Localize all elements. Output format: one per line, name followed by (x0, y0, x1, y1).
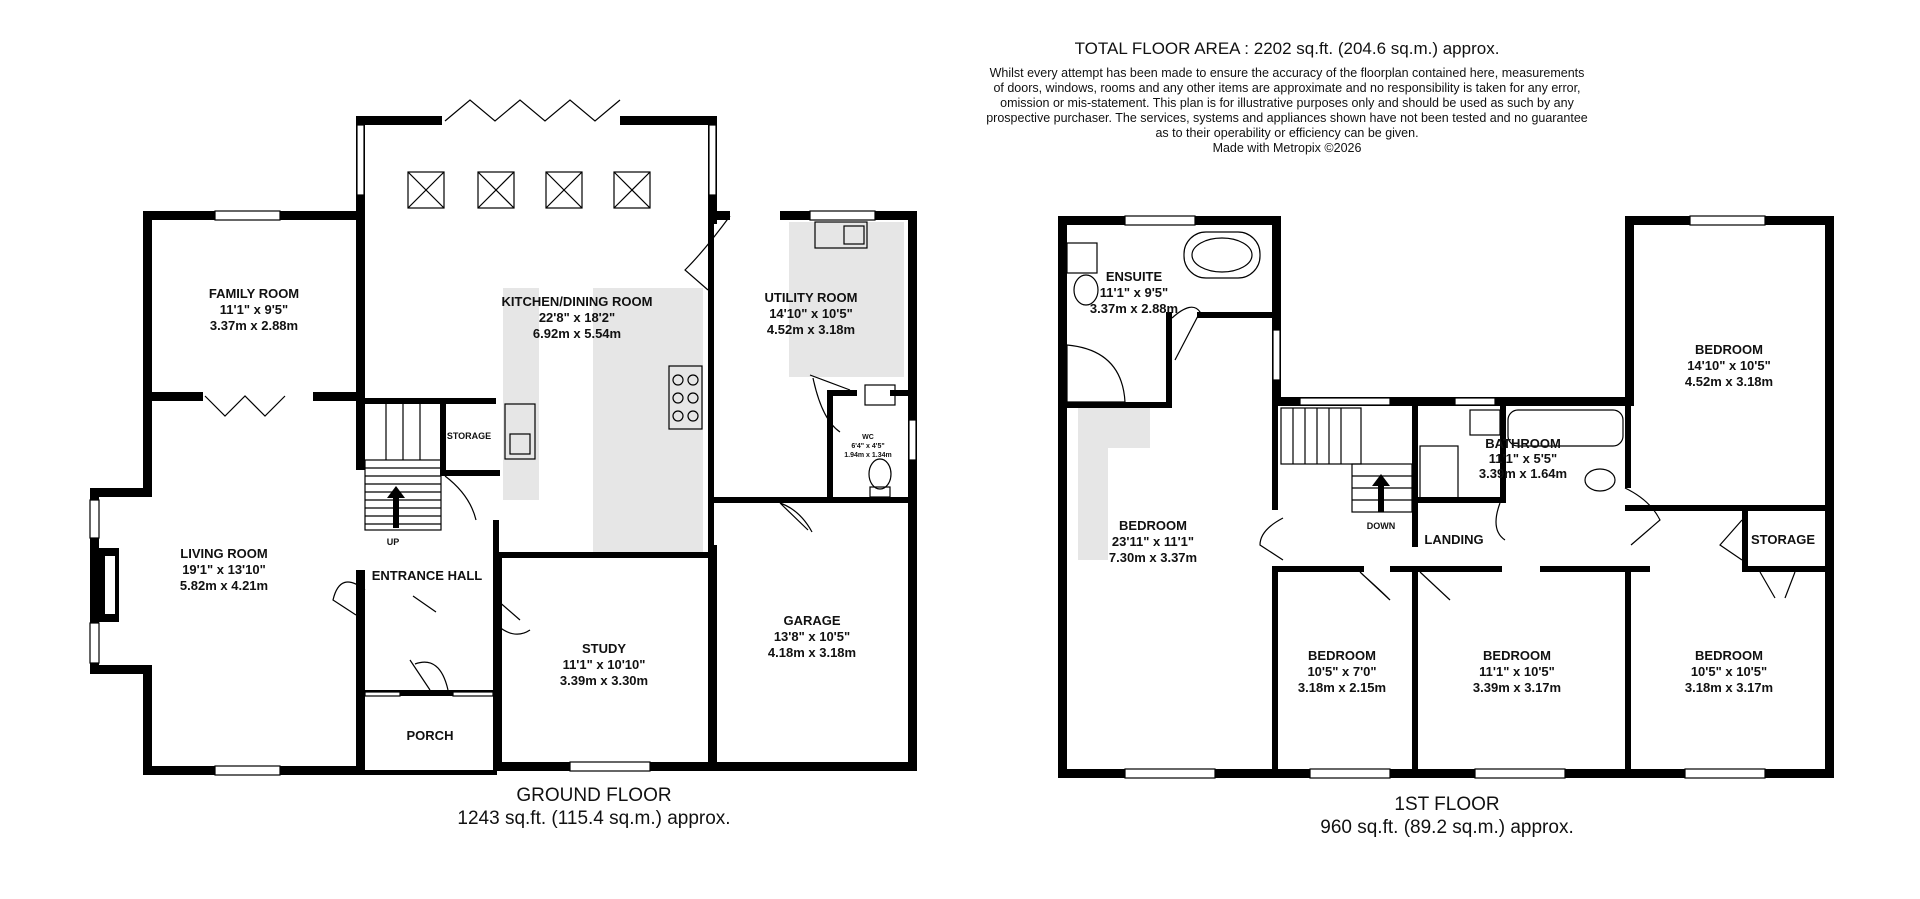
main-bedroom-name: BEDROOM (1119, 518, 1187, 533)
living-room-imperial: 19'1" x 13'10" (182, 562, 266, 577)
bedroom-s1-name: BEDROOM (1308, 648, 1376, 663)
header (986, 39, 1588, 155)
main-bedroom-metric: 7.30m x 3.37m (1108, 550, 1198, 565)
garage-imperial: 13'8" x 10'5" (773, 629, 851, 644)
porch-label: PORCH (406, 728, 454, 743)
kitchen-name: KITCHEN/DINING ROOM (501, 294, 653, 309)
disclaimer-line: as to their operability or efficiency can be given. (1155, 126, 1419, 140)
storage-label: STORAGE (446, 431, 492, 441)
family-room-name: FAMILY ROOM (208, 286, 300, 301)
utility-room-name: UTILITY ROOM (764, 290, 858, 305)
bedroom-s2-imperial: 11'1" x 10'5" (1479, 664, 1555, 679)
bedroom-s2-metric: 3.39m x 3.17m (1472, 680, 1562, 695)
disclaimer-line: Whilst every attempt has been made to ensure the accuracy of the floorplan contained here, measurements (989, 66, 1585, 80)
wc-imperial: 6'4" x 4'5" (851, 443, 885, 450)
bedroom-s1-imperial: 10'5" x 7'0" (1307, 664, 1377, 679)
stairs (365, 404, 441, 530)
wc-name: WC (862, 434, 874, 441)
utility-room-imperial: 14'10" x 10'5" (769, 306, 853, 321)
disclaimer-line: omission or mis-statement. This plan is for illustrative purposes only and should be used as such by any (1000, 96, 1574, 110)
kitchen-island (503, 288, 539, 500)
first-floor-labels (1090, 269, 1815, 838)
study-imperial: 11'1" x 10'10" (562, 657, 646, 672)
kitchen-imperial: 22'8" x 18'2" (538, 310, 616, 325)
study-metric: 3.39m x 3.30m (559, 673, 649, 688)
ensuite-name: ENSUITE (1105, 269, 1163, 284)
ground-floor-area: 1243 sq.ft. (115.4 sq.m.) approx. (457, 808, 731, 829)
bedroom-s1-metric: 3.18m x 2.15m (1297, 680, 1387, 695)
bedroom-ne-imperial: 14'10" x 10'5" (1687, 358, 1771, 373)
bedroom-ne-name: BEDROOM (1695, 342, 1763, 357)
up-label: UP (386, 537, 400, 547)
landing-label: LANDING (1424, 532, 1484, 547)
bedroom-s3-metric: 3.18m x 3.17m (1684, 680, 1774, 695)
ensuite-metric: 3.37m x 2.88m (1089, 301, 1179, 316)
down-label: DOWN (1366, 521, 1396, 531)
bedroom-ne-metric: 4.52m x 3.18m (1684, 374, 1774, 389)
first-floor-title: 1ST FLOOR (1394, 794, 1500, 815)
wc-metric: 1.94m x 1.34m (844, 452, 892, 459)
bathroom-imperial: 11'1" x 5'5" (1488, 451, 1558, 466)
first-floor-area: 960 sq.ft. (89.2 sq.m.) approx. (1320, 817, 1574, 838)
utility-room-metric: 4.52m x 3.18m (766, 322, 856, 337)
family-room-imperial: 11'1" x 9'5" (219, 302, 289, 317)
study-name: STUDY (581, 641, 627, 656)
bedroom-s3-name: BEDROOM (1695, 648, 1763, 663)
disclaimer-line: Made with Metropix ©2026 (1212, 141, 1362, 155)
family-room-metric: 3.37m x 2.88m (209, 318, 299, 333)
bathroom-name: BATHROOM (1485, 436, 1561, 451)
living-room-name: LIVING ROOM (180, 546, 268, 561)
main-bedroom-imperial: 23'11" x 11'1" (1111, 534, 1195, 549)
entrance-hall-label: ENTRANCE HALL (371, 568, 483, 583)
kitchen-metric: 6.92m x 5.54m (532, 326, 622, 341)
garage-name: GARAGE (783, 613, 841, 628)
bathroom-metric: 3.39m x 1.64m (1478, 466, 1568, 481)
disclaimer-line: prospective purchaser. The services, systems and appliances shown have not been tested and no guarantee (986, 111, 1588, 125)
garage-metric: 4.18m x 3.18m (767, 645, 857, 660)
storage-label-first: STORAGE (1750, 532, 1816, 547)
ensuite-imperial: 11'1" x 9'5" (1099, 285, 1169, 300)
ground-floor-title: GROUND FLOOR (516, 785, 672, 806)
disclaimer-line: of doors, windows, rooms and any other items are approximate and no responsibility is taken for any error, (993, 81, 1581, 95)
stairs-first-floor (1281, 408, 1412, 512)
ground-floor-plan (90, 100, 917, 775)
skylights (408, 172, 650, 208)
total-floor-area: TOTAL FLOOR AREA : 2202 sq.ft. (204.6 sq.m.) approx. (1074, 39, 1500, 58)
bedroom-s3-imperial: 10'5" x 10'5" (1690, 664, 1768, 679)
living-room-metric: 5.82m x 4.21m (179, 578, 269, 593)
bedroom-s2-name: BEDROOM (1483, 648, 1551, 663)
